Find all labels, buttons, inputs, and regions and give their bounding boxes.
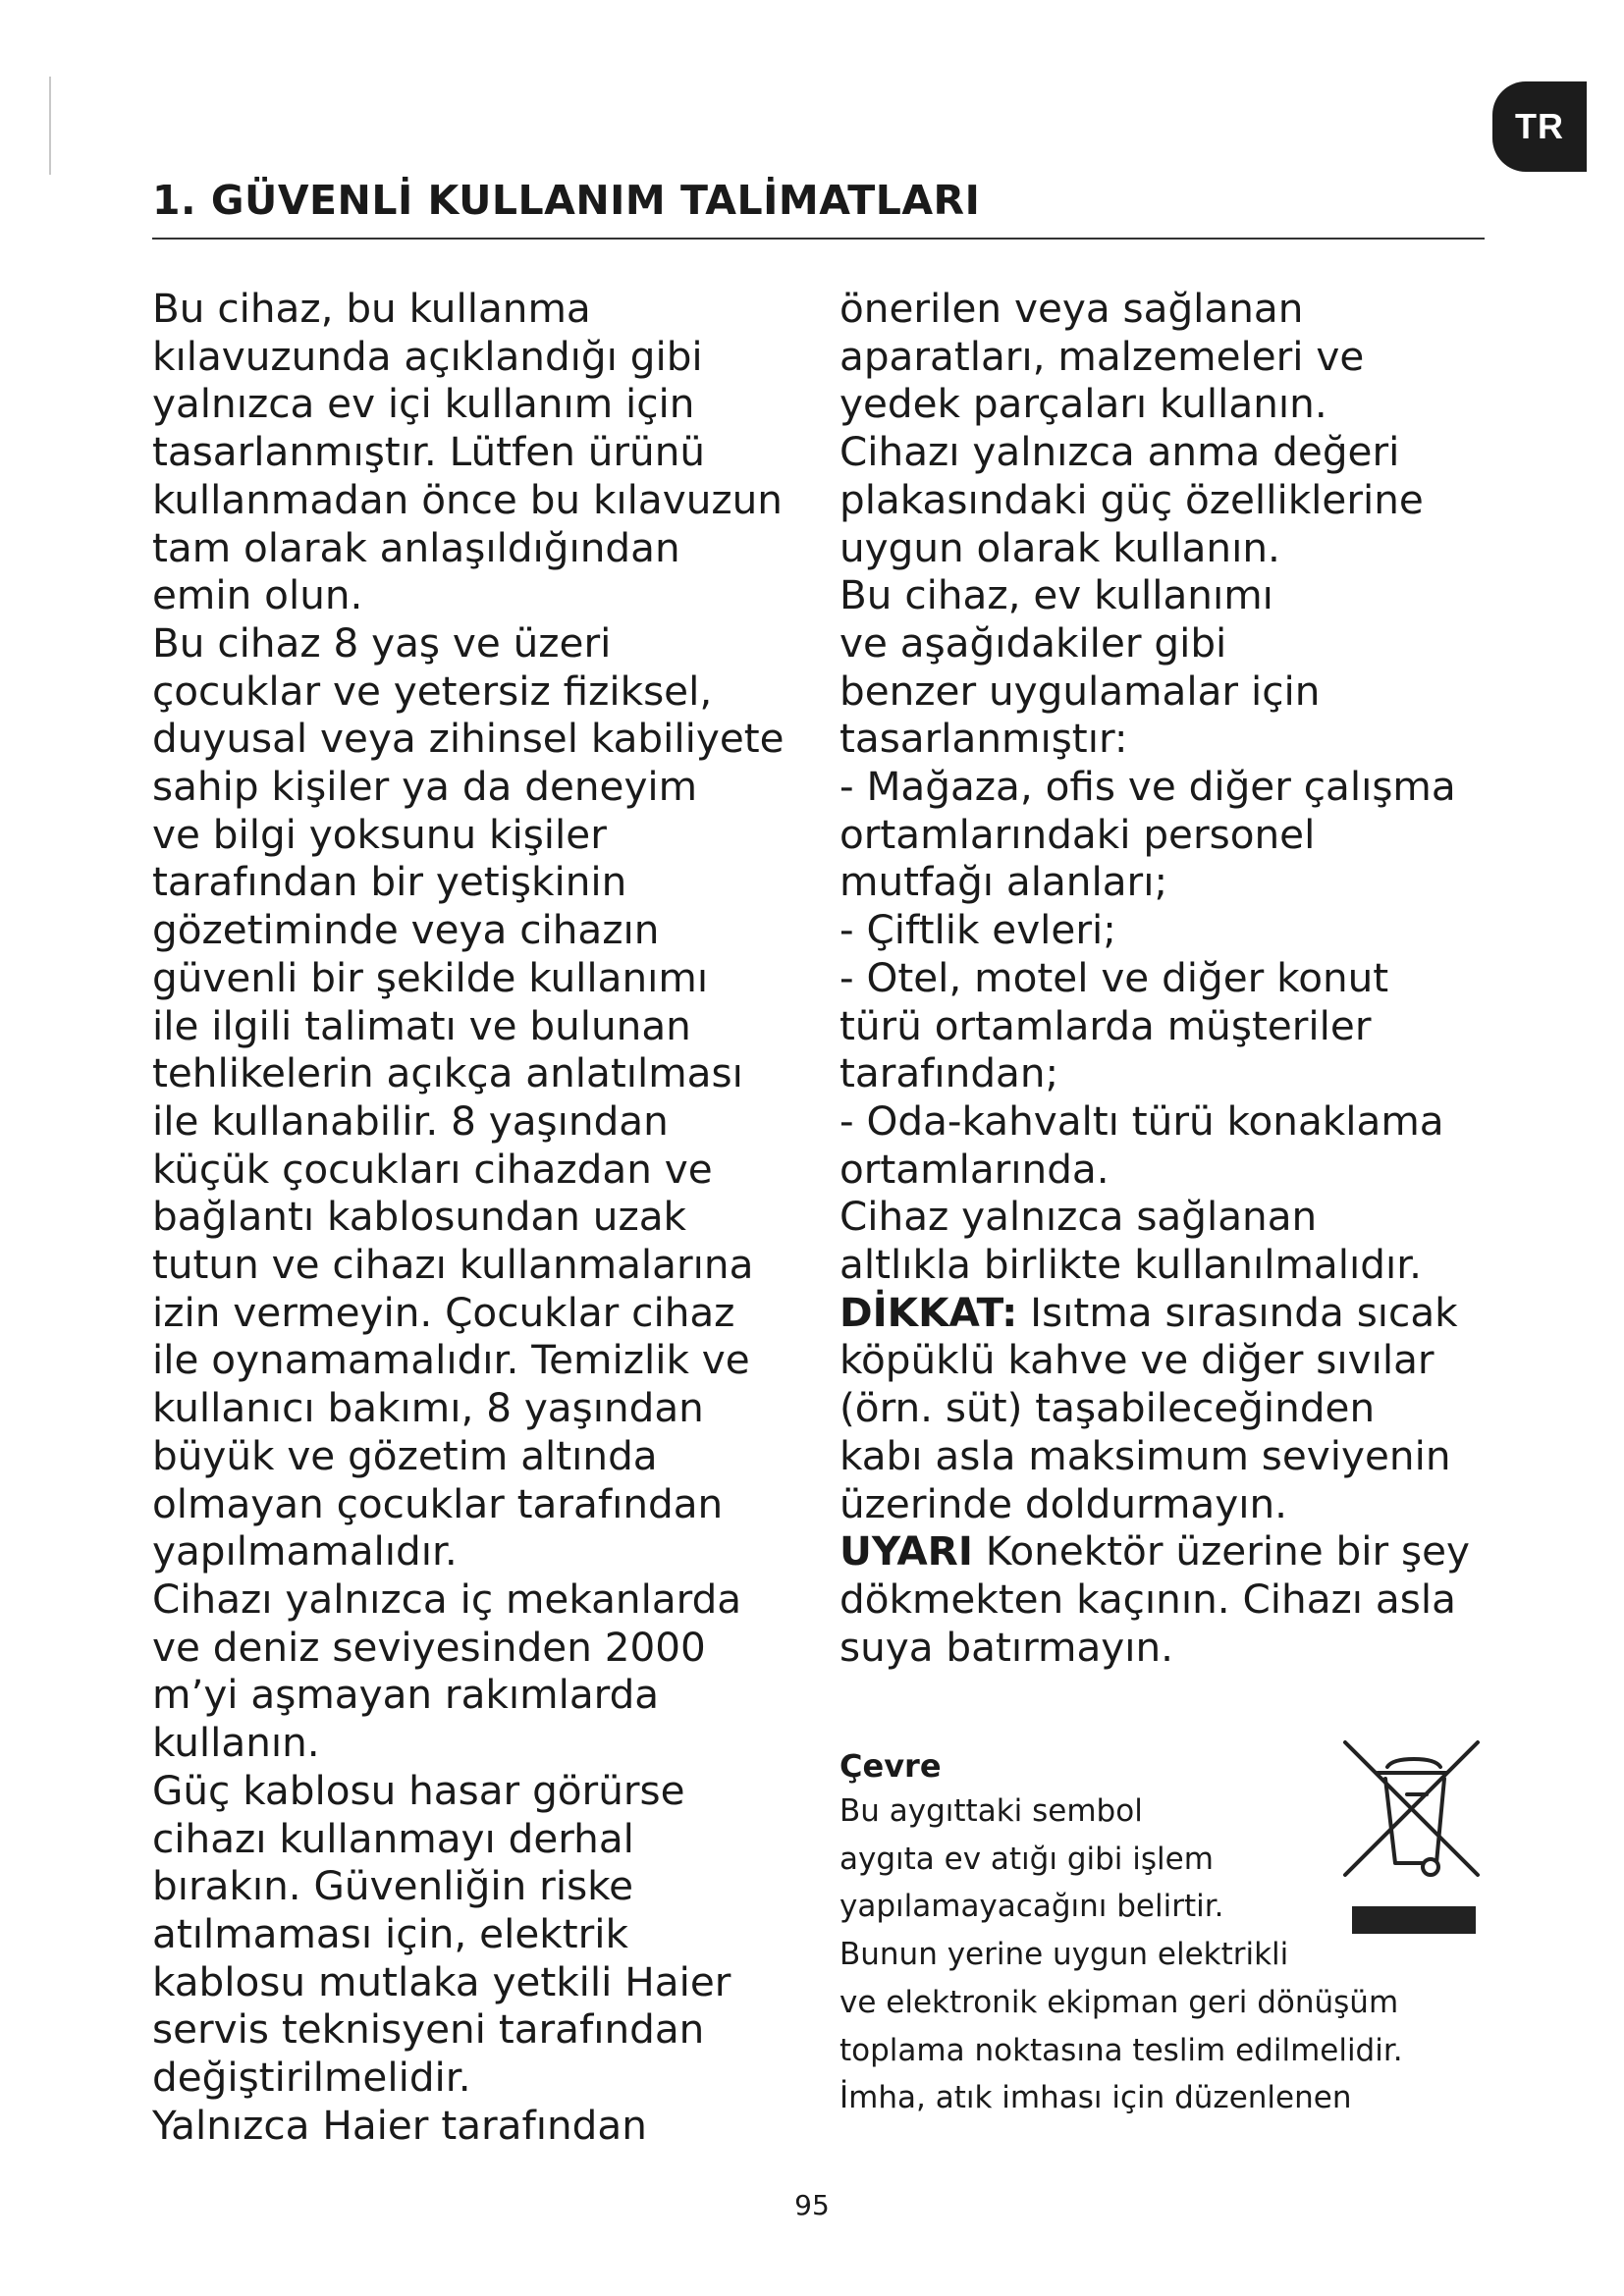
body-line: Cihazı yalnızca iç mekanlarda (152, 1575, 742, 1623)
crossed-out-wheelie-bin-icon (1340, 1737, 1488, 1939)
body-line: gözetiminde veya cihazın (152, 906, 660, 954)
body-line: kablosu mutlaka yetkili Haier (152, 1957, 731, 2005)
body-line: uygun olarak kullanın. (839, 523, 1280, 571)
body-line: tasarlanmıştır: (839, 715, 1128, 763)
body-line: ortamlarındaki personel (839, 810, 1316, 858)
body-line: m’yi aşmayan rakımlarda (152, 1671, 660, 1719)
body-line: tutun ve cihazı kullanmalarına (152, 1241, 754, 1289)
body-line: ve bilgi yoksunu kişiler (152, 810, 607, 858)
environment-line: toplama noktasına teslim edilmelidir. (839, 2032, 1403, 2068)
body-line: Bu cihaz, ev kullanımı (839, 571, 1273, 619)
body-line: ve deniz seviyesinden 2000 (152, 1623, 706, 1671)
environment-line: Bunun yerine uygun elektrikli (839, 1937, 1289, 1973)
body-line: - Otel, motel ve diğer konut (839, 953, 1389, 1001)
body-line: türü ortamlarda müşteriler (839, 1001, 1372, 1049)
body-line: önerilen veya sağlanan (839, 285, 1304, 332)
body-line: küçük çocukları cihazdan ve (152, 1145, 713, 1193)
body-line: emin olun. (152, 571, 363, 619)
body-line: - Mağaza, ofis ve diğer çalışma (839, 763, 1456, 811)
environment-line: Bu aygıttaki sembol (839, 1793, 1143, 1829)
body-line: Cihazı yalnızca anma değeri (839, 428, 1400, 476)
body-line: Bu cihaz, bu kullanma (152, 285, 591, 332)
title-divider (152, 238, 1485, 240)
body-line: duyusal veya zihinsel kabiliyete (152, 715, 785, 763)
environment-line: ve elektronik ekipman geri dönüşüm (839, 1984, 1399, 2020)
environment-line: aygıta ev atığı gibi işlem (839, 1841, 1214, 1877)
body-line: benzer uygulamalar için (839, 667, 1321, 715)
body-line: (örn. süt) taşabileceğinden (839, 1384, 1376, 1432)
body-line: değiştirilmelidir. (152, 2054, 471, 2102)
body-line: servis teknisyeni tarafından (152, 2005, 705, 2054)
body-line: Yalnızca Haier tarafından (152, 2101, 647, 2149)
body-line: yedek parçaları kullanın. (839, 380, 1327, 428)
environment-heading: Çevre (839, 1747, 942, 1785)
body-line: bırakın. Güvenliğin riske (152, 1862, 634, 1910)
body-line: olmayan çocuklar tarafından (152, 1479, 724, 1527)
body-line: üzerinde doldurmayın. (839, 1479, 1288, 1527)
body-line: tehlikelerin açıkça anlatılması (152, 1049, 743, 1097)
body-line: ortamlarında. (839, 1145, 1110, 1193)
body-line: tarafından bir yetişkinin (152, 858, 627, 906)
body-line: büyük ve gözetim altında (152, 1431, 658, 1479)
page-number: 95 (794, 2189, 830, 2221)
body-line: atılmaması için, elektrik (152, 1909, 628, 1957)
uyari-text: Konektör üzerine bir şey (972, 1527, 1471, 1575)
body-line: dökmekten kaçının. Cihazı asla (839, 1575, 1456, 1623)
dikkat-label: DİKKAT: (839, 1288, 1018, 1336)
body-line: sahip kişiler ya da deneyim (152, 763, 698, 811)
dikkat-line (839, 1289, 1507, 1337)
body-line: plakasındaki güç özelliklerine (839, 475, 1424, 523)
body-line: kabı asla maksimum seviyenin (839, 1431, 1451, 1479)
body-line: tam olarak anlaşıldığından (152, 523, 680, 571)
body-line: mutfağı alanları; (839, 858, 1168, 906)
dikkat-text: Isıtma sırasında sıcak (1017, 1288, 1458, 1336)
body-line: tasarlanmıştır. Lütfen ürünü (152, 428, 706, 476)
body-line: cihazı kullanmayı derhal (152, 1814, 634, 1862)
uyari-label: UYARI (839, 1527, 973, 1575)
crop-mark (49, 77, 51, 175)
body-line: kılavuzunda açıklandığı gibi (152, 332, 703, 380)
body-line: ve aşağıdakiler gibi (839, 618, 1227, 667)
body-line: ile kullanabilir. 8 yaşından (152, 1096, 669, 1145)
uyari-line (839, 1527, 1507, 1575)
body-line: aparatları, malzemeleri ve (839, 332, 1365, 380)
body-line: Cihaz yalnızca sağlanan (839, 1193, 1318, 1241)
body-line: tarafından; (839, 1049, 1059, 1097)
section-title: 1. GÜVENLİ KULLANIM TALİMATLARI (152, 177, 981, 224)
body-line: - Çiftlik evleri; (839, 906, 1116, 954)
body-line: yapılmamalıdır. (152, 1527, 458, 1575)
body-line: kullanmadan önce bu kılavuzun (152, 475, 783, 523)
right-column (839, 285, 1507, 1671)
body-line: altlıkla birlikte kullanılmalıdır. (839, 1241, 1423, 1289)
body-line: kullanıcı bakımı, 8 yaşından (152, 1384, 704, 1432)
environment-line: yapılamayacağını belirtir. (839, 1889, 1224, 1925)
body-line: suya batırmayın. (839, 1623, 1174, 1671)
body-line: çocuklar ve yetersiz fiziksel, (152, 667, 713, 715)
body-line: güvenli bir şekilde kullanımı (152, 953, 709, 1001)
body-line: - Oda-kahvaltı türü konaklama (839, 1096, 1444, 1145)
body-line: bağlantı kablosundan uzak (152, 1193, 686, 1241)
body-line: köpüklü kahve ve diğer sıvılar (839, 1336, 1435, 1384)
body-line: ile oynamamalıdır. Temizlik ve (152, 1336, 750, 1384)
environment-line: İmha, atık imhası için düzenlenen (839, 2080, 1352, 2116)
body-line: ile ilgili talimatı ve bulunan (152, 1001, 691, 1049)
body-line: kullanın. (152, 1719, 320, 1767)
body-line: Bu cihaz 8 yaş ve üzeri (152, 618, 612, 667)
body-line: izin vermeyin. Çocuklar cihaz (152, 1288, 735, 1336)
language-tab: TR (1492, 81, 1587, 172)
body-line: Güç kablosu hasar görürse (152, 1766, 685, 1814)
left-column (152, 285, 820, 2149)
body-line: yalnızca ev içi kullanım için (152, 380, 695, 428)
